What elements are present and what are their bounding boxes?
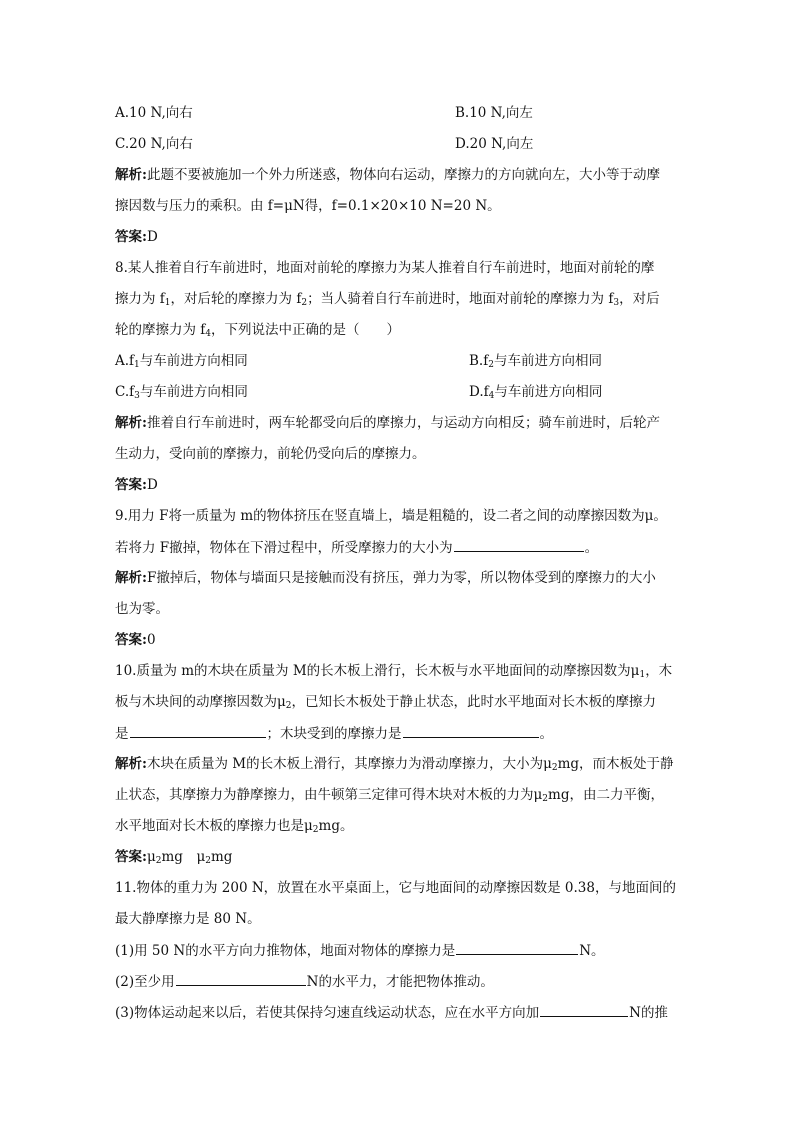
analysis-label: 解析: xyxy=(115,167,147,183)
q10-analysis-line1: 解析:木块在质量为 M的长木板上滑行，其摩擦力为滑动摩擦力，大小为$\mu_2mg$，而木板处于静 xyxy=(115,756,674,773)
q9-analysis-line2: 也为零。 xyxy=(115,601,169,617)
q7-answer: 答案:D xyxy=(115,229,158,245)
answer-blank[interactable] xyxy=(456,940,578,955)
q7-option-d: D.20 N,向左 xyxy=(455,136,534,152)
q10-stem-line3: 是 ；木块受到的摩擦力是 。 xyxy=(115,723,553,744)
q8-option-c: $C.f_3$与车前进方向相同 xyxy=(115,384,248,401)
q11-part1: (1)用 50 N的水平方向力推物体，地面对物体的摩擦力是 N。 xyxy=(115,940,605,961)
q8-stem-line1: 8.某人推着自行车前进时，地面对前轮的摩擦力为某人推着自行车前进时，地面对前轮的摩 xyxy=(115,260,655,276)
answer-blank[interactable] xyxy=(130,723,266,738)
q8-option-d: $D.f_4$与车前进方向相同 xyxy=(469,384,603,401)
q11-part2: (2)至少用 N的水平力，才能把物体推动。 xyxy=(115,971,494,992)
q9-stem-line2: 若将力 F撤掉，物体在下滑过程中，所受摩擦力的大小为 。 xyxy=(115,537,598,558)
q7-analysis-line1: 解析:此题不要被施加一个外力所迷惑，物体向右运动，摩擦力的方向就向左，大小等于动摩 xyxy=(115,167,660,183)
answer-blank[interactable] xyxy=(176,971,306,986)
q8-analysis-line2: 生动力，受向前的摩擦力，前轮仍受向后的摩擦力。 xyxy=(115,446,426,462)
q10-analysis-line3: 水平地面对长木板的摩擦力也是$\mu_2mg$。 xyxy=(115,818,354,835)
q9-stem-line1: 9.用力 F将一质量为 m的物体挤压在竖直墙上，墙是粗糙的，设二者之间的动摩擦因数为μ。 xyxy=(115,508,667,524)
q10-answer: 答案$:\mu_2mg$ $\mu_2mg$ xyxy=(115,849,233,866)
q7-option-b: B.10 N,向左 xyxy=(455,105,533,121)
q9-answer: 答案:0 xyxy=(115,632,156,648)
q11-stem-line1: 11.物体的重力为 200 N，放置在水平桌面上，它与地面间的动摩擦因数是 0.38，与地面间的 xyxy=(115,880,676,896)
q11-part3: (3)物体运动起来以后，若使其保持匀速直线运动状态，应在水平方向加 N的推 xyxy=(115,1002,668,1023)
answer-blank[interactable] xyxy=(403,723,539,738)
q10-analysis-line2: 止状态，其摩擦力为静摩擦力，由牛顿第三定律可得木块对木板的力为$\mu_2mg$，由二力平衡， xyxy=(115,787,664,804)
answer-blank[interactable] xyxy=(540,1002,628,1017)
q7-option-c: C.20 N,向右 xyxy=(115,136,193,152)
q8-stem-line3: 轮的摩擦力为 $f_4$，下列说法中正确的是（ ） xyxy=(115,322,401,339)
q10-stem-line2: 板与木块间的动摩擦因数为$\mu_2$，已知长木板处于静止状态，此时水平地面对长木板的摩擦力 xyxy=(115,694,657,711)
q8-answer: 答案:D xyxy=(115,477,158,493)
q8-option-a: $A.f_1$与车前进方向相同 xyxy=(115,353,248,370)
q10-stem-line1: 10.质量为 m的木块在质量为 M的长木板上滑行，长木板与水平地面间的动摩擦因数为$\mu_1$，木 xyxy=(115,663,673,680)
q8-analysis-line1: 解析:推着自行车前进时，两车轮都受向后的摩擦力，与运动方向相反；骑车前进时，后轮产 xyxy=(115,415,660,431)
q8-option-b: $B.f_2$与车前进方向相同 xyxy=(469,353,602,370)
answer-blank[interactable] xyxy=(454,537,584,552)
q9-analysis-line1: 解析:F撤掉后，物体与墙面只是接触而没有挤压，弹力为零，所以物体受到的摩擦力的大小 xyxy=(115,570,656,586)
q8-stem-line2: 擦力为 $f_1$，对后轮的摩擦力为 $f_2$；当人骑着自行车前进时，地面对前轮的摩擦力为 $f_3$，对后 xyxy=(115,291,660,308)
q7-option-a: A.10 N,向右 xyxy=(115,105,193,121)
q7-analysis-line2: 擦因数与压力的乘积。由 f=μN得，f=0.1×20×10 N=20 N。 xyxy=(115,198,501,214)
q11-stem-line2: 最大静摩擦力是 80 N。 xyxy=(115,911,261,927)
